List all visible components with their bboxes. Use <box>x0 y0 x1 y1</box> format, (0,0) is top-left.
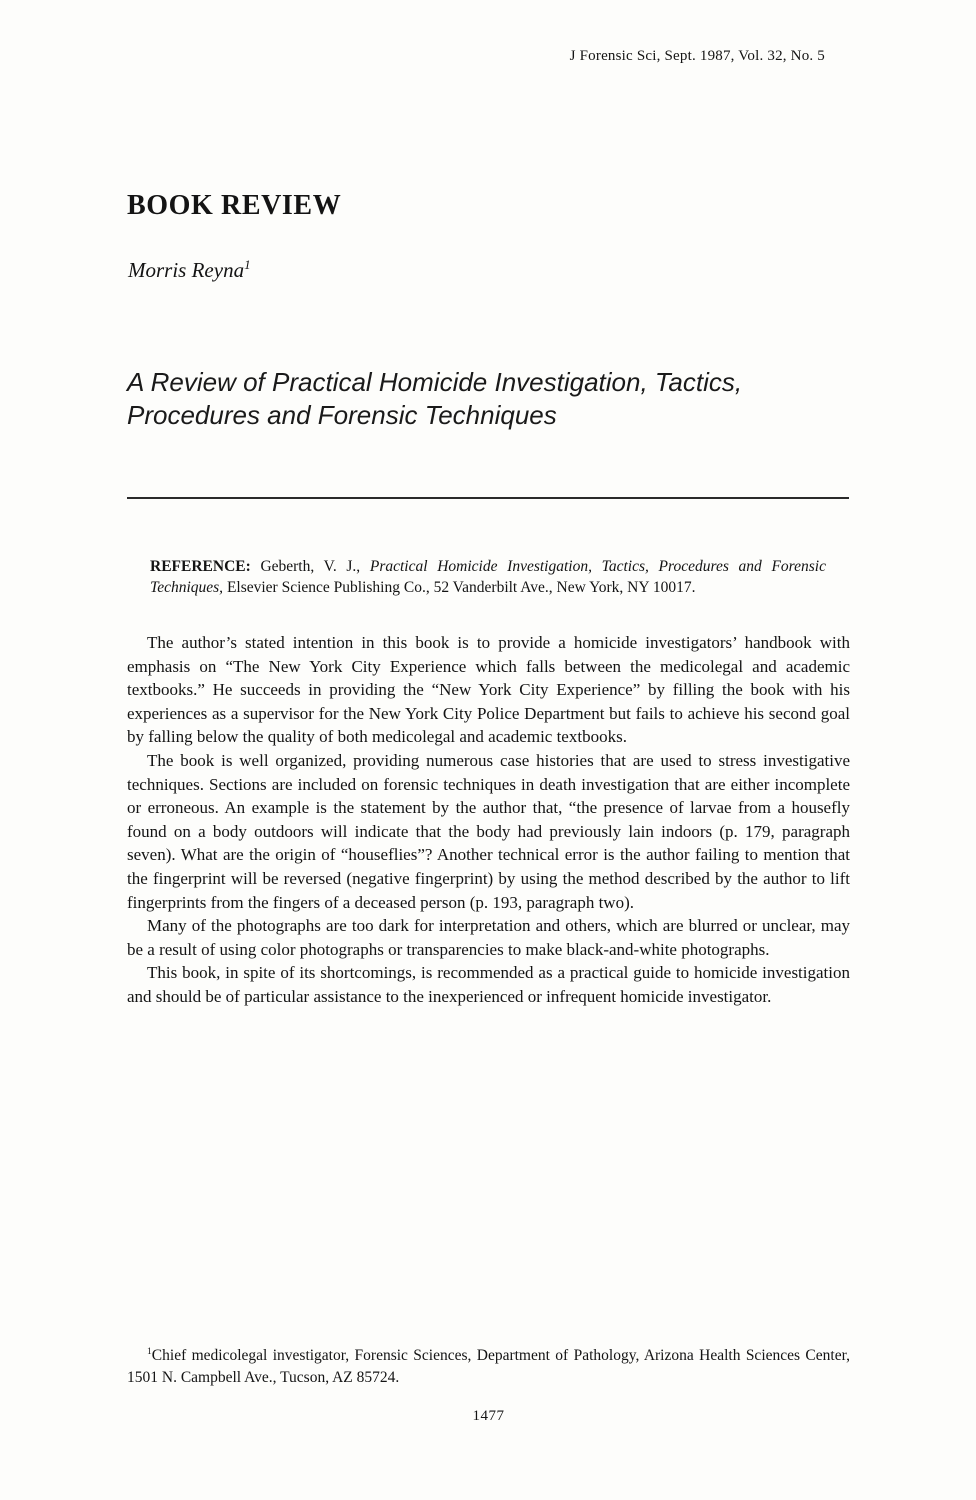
journal-header: J Forensic Sci, Sept. 1987, Vol. 32, No. 5 <box>569 48 825 64</box>
author-footnote-marker: 1 <box>244 257 251 272</box>
body-paragraph-3: Many of the photographs are too dark for interpretation and others, which are blurred or unclear, may be a result of using color photographs or transparencies to make black-and-white photographs. <box>127 916 850 959</box>
reference-paragraph <box>150 556 826 598</box>
reference-publisher: Elsevier Science Publishing Co., 52 Vanderbilt Ave., New York, NY 10017. <box>223 579 696 596</box>
section-title: BOOK REVIEW <box>127 190 342 221</box>
author-name: Morris Reyna <box>128 258 245 282</box>
body-paragraph-4: This book, in spite of its shortcomings, is recommended as a practical guide to homicide investigation and should be of particular assistance to the inexperienced or infrequent homicide investigator. <box>127 963 850 1006</box>
footnote-marker: 1 <box>147 1345 152 1357</box>
review-body <box>127 631 850 1009</box>
body-paragraph-1: The author’s stated intention in this book is to provide a homicide investigators’ handbook with emphasis on “The New York City Experience which falls between the medicolegal and academic textbooks.” He succeeds in providing the “New York City Experience” by filling the book with his experiences as a supervisor for the New York City Police Department but fails to achieve his second goal by falling below the quality of both medicolegal and academic textbooks. <box>127 633 850 747</box>
page-number: 1477 <box>472 1408 505 1424</box>
reference-book-title: Practical Homicide Investigation, Tactics, Procedures and Forensic Techniques, <box>150 558 826 596</box>
author-byline <box>128 258 251 283</box>
reference-label: REFERENCE: <box>150 558 251 575</box>
review-title <box>127 366 822 432</box>
footnote-text: Chief medicolegal investigator, Forensic Sciences, Department of Pathology, Arizona Health Sciences Center, 1501 N. Campbell Ave., Tucson, AZ 85724. <box>127 1347 850 1386</box>
horizontal-rule <box>127 497 849 499</box>
footnote <box>127 1345 850 1388</box>
review-title-book-title: Practical Homicide Investigation, Tactics, Procedures and Forensic Techniques <box>127 367 743 430</box>
body-paragraph-2: The book is well organized, providing numerous case histories that are used to stress investigative techniques. Sections are included on forensic techniques in death investigation that are either incomplete or erroneous. An example is the statement by the author that, “the presence of larvae from a housefly found on a body outdoors will indicate that the body had previously lain indoors (p. 179, paragraph seven). What are the origin of “houseflies”? Another technical error is the author failing to mention that the fingerprint will be reversed (negative fingerprint) by using the method described by the author to lift fingerprints from the fingers of a deceased person (p. 193, paragraph two). <box>127 750 850 912</box>
reference-authors: Geberth, V. J., <box>250 558 370 575</box>
review-title-prefix: A Review of <box>127 367 272 397</box>
